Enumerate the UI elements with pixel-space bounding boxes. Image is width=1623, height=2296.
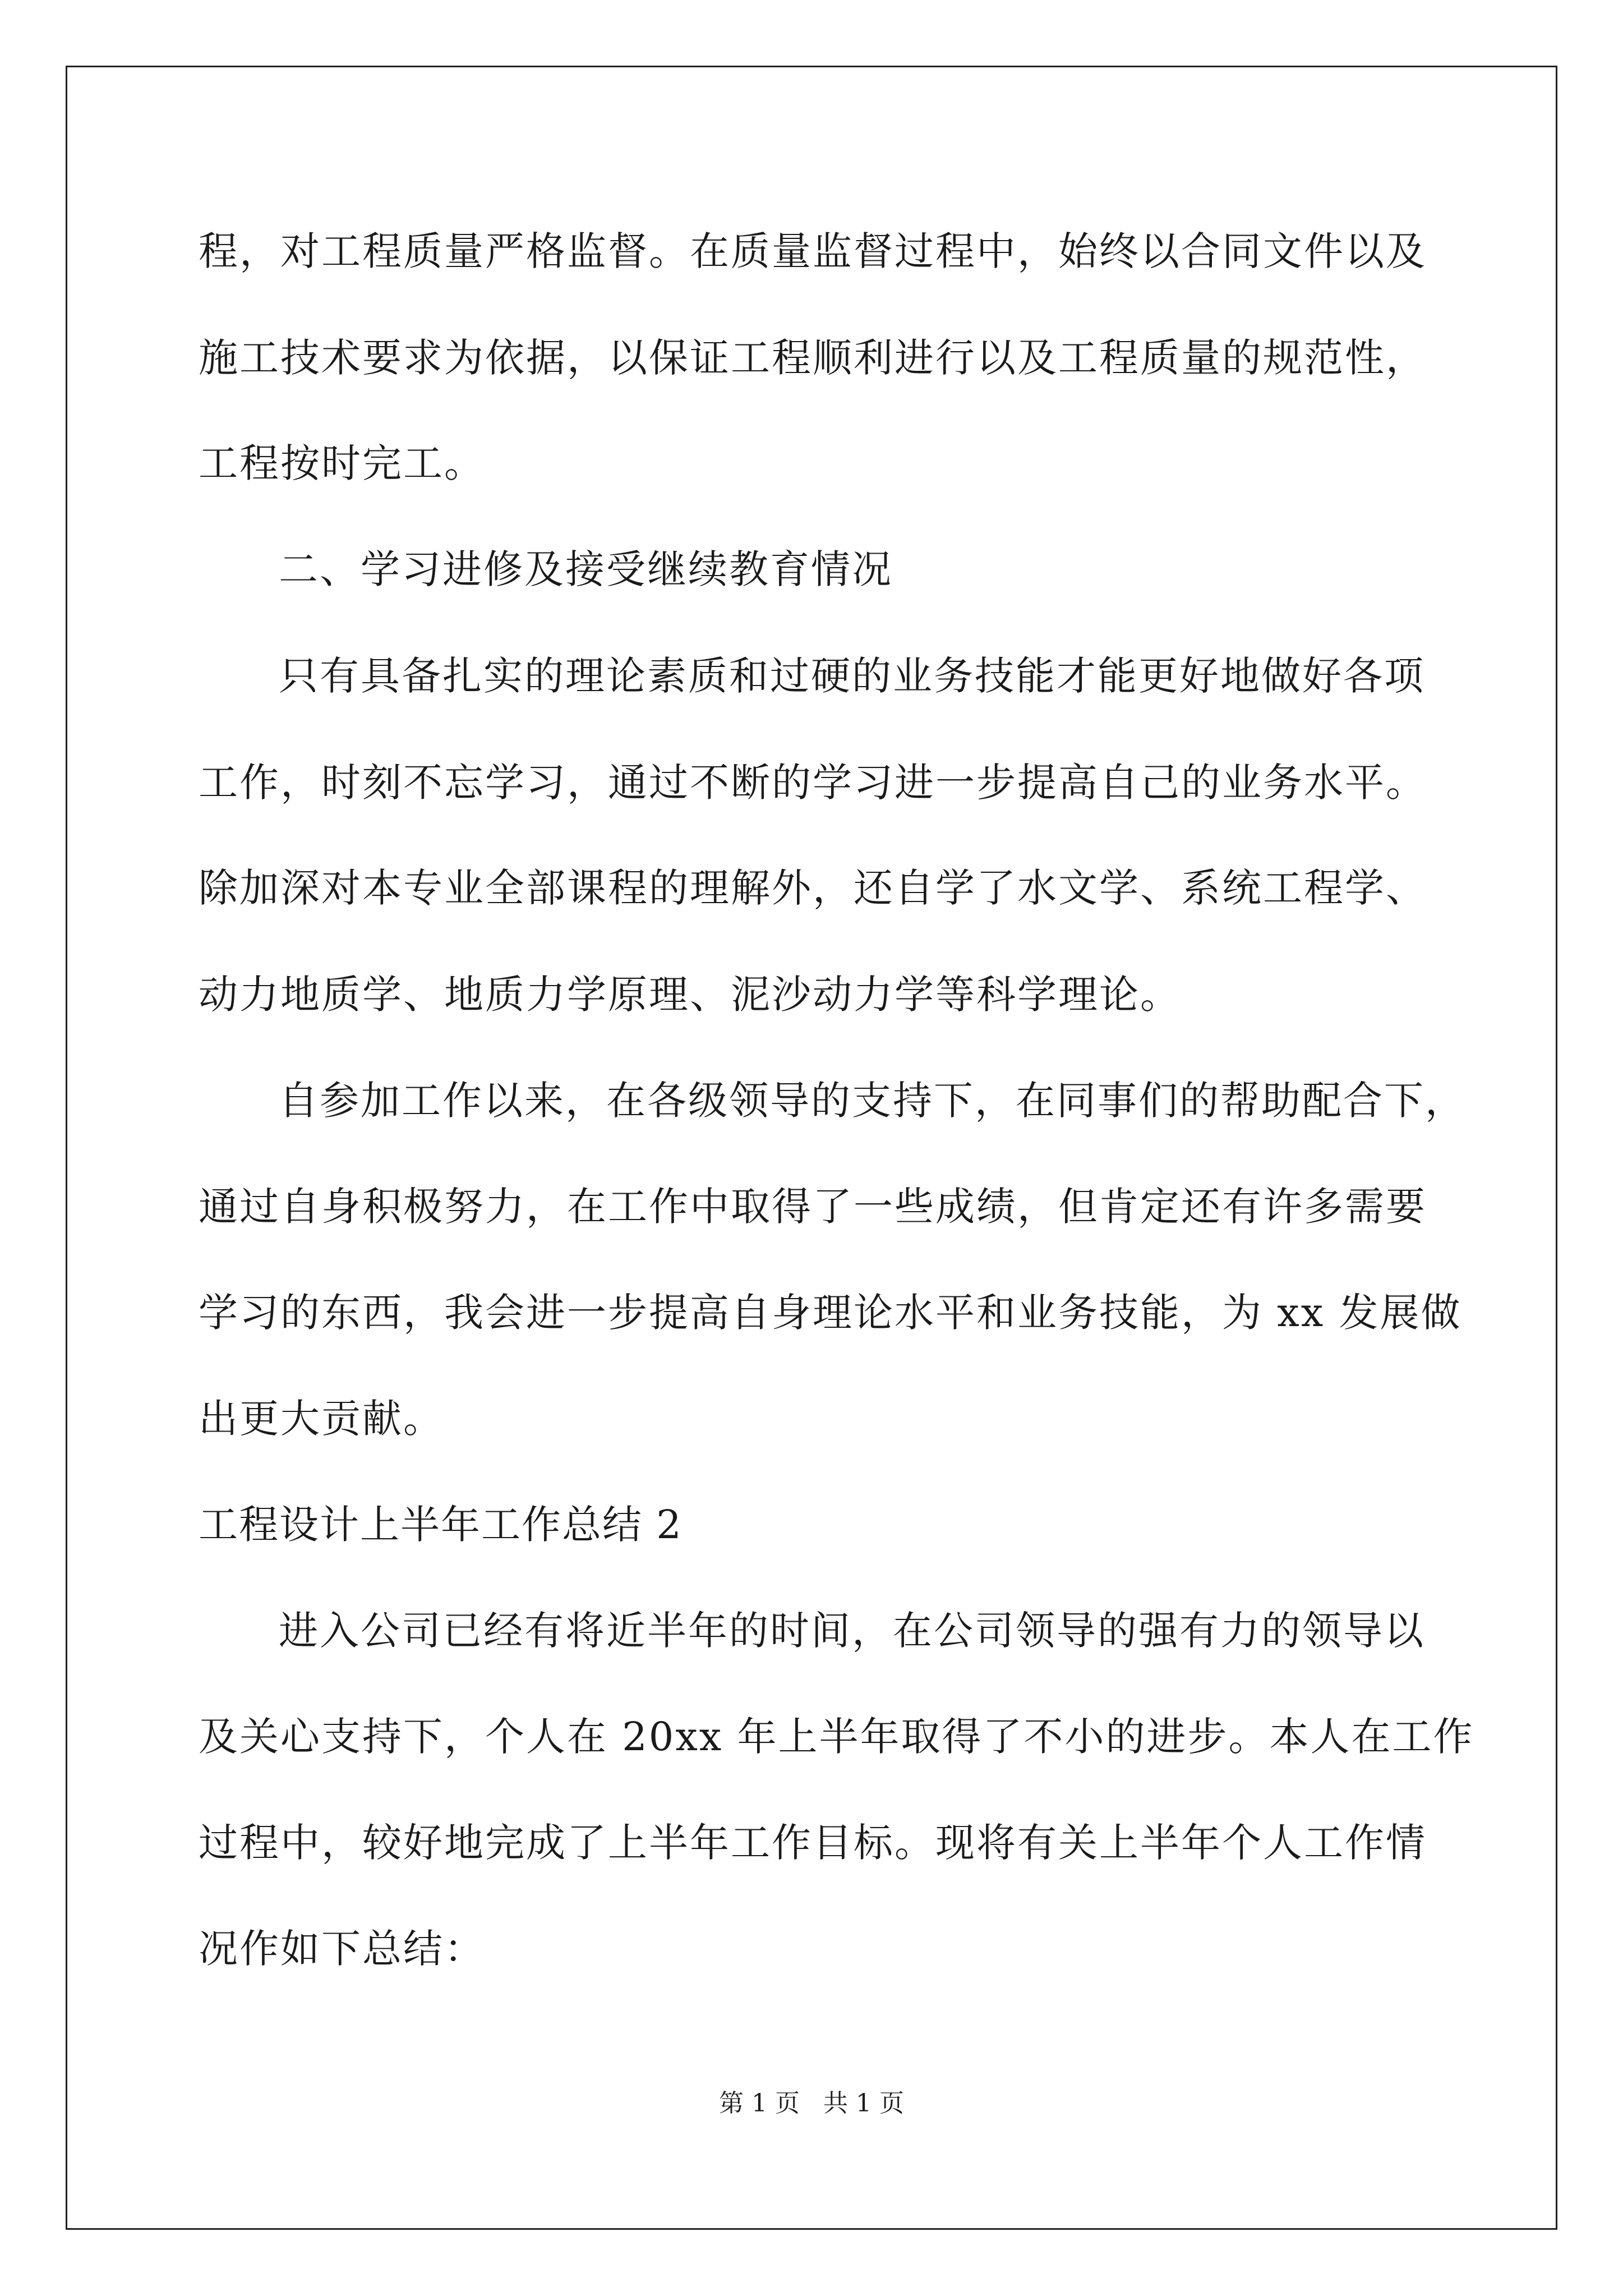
page-number-footer: 第 1 页 共 1 页 <box>719 2089 904 2118</box>
body-line: 过程中，较好地完成了上半年工作目标。现将有关上半年个人工作情 <box>199 1820 1427 1866</box>
body-line: 出更大贡献。 <box>199 1396 444 1442</box>
body-line: 况作如下总结： <box>199 1926 485 1972</box>
body-line: 工程按时完工。 <box>199 440 485 486</box>
body-line: 施工技术要求为依据，以保证工程顺利进行以及工程质量的规范性， <box>199 335 1427 381</box>
section-heading: 二、学习进修及接受继续教育情况 <box>279 546 893 592</box>
body-line: 自参加工作以来，在各级领导的支持下，在同事们的帮助配合下， <box>279 1078 1466 1124</box>
body-line: 进入公司已经有将近半年的时间，在公司领导的强有力的领导以 <box>279 1608 1425 1654</box>
body-line: 动力地质学、地质力学原理、泥沙动力学等科学理论。 <box>199 972 1181 1018</box>
article-title: 工程设计上半年工作总结 2 <box>199 1502 683 1548</box>
body-line: 只有具备扎实的理论素质和过硬的业务技能才能更好地做好各项 <box>279 653 1425 699</box>
body-line: 除加深对本专业全部课程的理解外，还自学了水文学、系统工程学、 <box>199 865 1427 911</box>
body-line: 学习的东西，我会进一步提高自身理论水平和业务技能，为 xx 发展做 <box>199 1290 1462 1336</box>
body-line: 工作，时刻不忘学习，通过不断的学习进一步提高自己的业务水平。 <box>199 760 1427 806</box>
body-line: 及关心支持下，个人在 20xx 年上半年取得了不小的进步。本人在工作 <box>199 1714 1474 1760</box>
body-line: 通过自身积极努力，在工作中取得了一些成绩，但肯定还有许多需要 <box>199 1184 1427 1230</box>
body-line: 程，对工程质量严格监督。在质量监督过程中，始终以合同文件以及 <box>199 228 1427 274</box>
